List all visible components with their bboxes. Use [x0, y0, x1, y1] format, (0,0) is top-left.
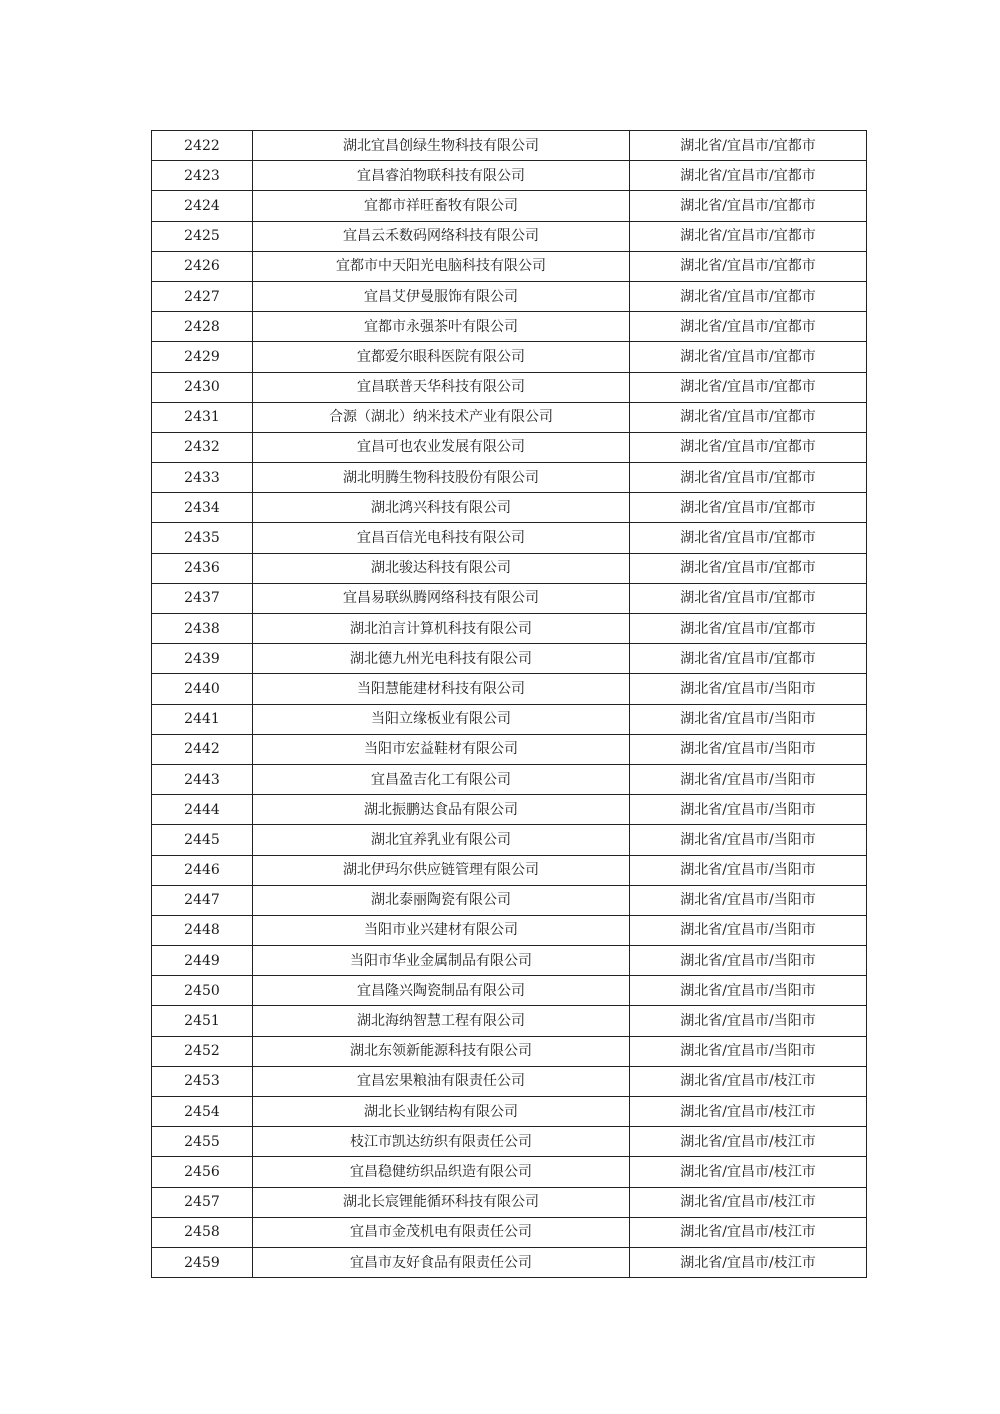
- table-row: [152, 1157, 867, 1187]
- region: 湖北省/宜昌市/当阳市: [630, 825, 867, 855]
- table-row: [152, 221, 867, 251]
- company-name: 湖北振鹏达食品有限公司: [253, 795, 630, 825]
- row-number: 2456: [152, 1157, 253, 1187]
- company-name: 合源（湖北）纳米技术产业有限公司: [253, 402, 630, 432]
- region: 湖北省/宜昌市/当阳市: [630, 734, 867, 764]
- table-row: [152, 342, 867, 372]
- table-row: [152, 432, 867, 462]
- company-name: 宜昌宏果粮油有限责任公司: [253, 1066, 630, 1096]
- company-name: 宜都市祥旺畜牧有限公司: [253, 191, 630, 221]
- table-row: [152, 583, 867, 613]
- row-number: 2427: [152, 281, 253, 311]
- table-row: [152, 1217, 867, 1247]
- company-name: 当阳市华业金属制品有限公司: [253, 946, 630, 976]
- company-name: 湖北宜昌创绿生物科技有限公司: [253, 131, 630, 161]
- company-name: 湖北宜养乳业有限公司: [253, 825, 630, 855]
- row-number: 2452: [152, 1036, 253, 1066]
- company-name: 当阳市宏益鞋材有限公司: [253, 734, 630, 764]
- table-row: [152, 281, 867, 311]
- row-number: 2450: [152, 976, 253, 1006]
- row-number: 2453: [152, 1066, 253, 1096]
- row-number: 2429: [152, 342, 253, 372]
- company-name: 湖北东领新能源科技有限公司: [253, 1036, 630, 1066]
- table-row: [152, 1036, 867, 1066]
- row-number: 2437: [152, 583, 253, 613]
- row-number: 2455: [152, 1127, 253, 1157]
- region: 湖北省/宜昌市/当阳市: [630, 764, 867, 794]
- row-number: 2458: [152, 1217, 253, 1247]
- region: 湖北省/宜昌市/当阳市: [630, 885, 867, 915]
- row-number: 2449: [152, 946, 253, 976]
- region: 湖北省/宜昌市/枝江市: [630, 1187, 867, 1217]
- row-number: 2425: [152, 221, 253, 251]
- row-number: 2440: [152, 674, 253, 704]
- company-name: 宜昌云禾数码网络科技有限公司: [253, 221, 630, 251]
- table-row: [152, 825, 867, 855]
- region: 湖北省/宜昌市/宜都市: [630, 432, 867, 462]
- region: 湖北省/宜昌市/宜都市: [630, 523, 867, 553]
- company-name: 宜都爱尔眼科医院有限公司: [253, 342, 630, 372]
- region: 湖北省/宜昌市/宜都市: [630, 161, 867, 191]
- table-row: [152, 191, 867, 221]
- table-row: [152, 885, 867, 915]
- region: 湖北省/宜昌市/宜都市: [630, 583, 867, 613]
- region: 湖北省/宜昌市/宜都市: [630, 644, 867, 674]
- table-row: [152, 402, 867, 432]
- table-row: [152, 644, 867, 674]
- company-name: 湖北鸿兴科技有限公司: [253, 493, 630, 523]
- region: 湖北省/宜昌市/宜都市: [630, 342, 867, 372]
- region: 湖北省/宜昌市/宜都市: [630, 372, 867, 402]
- table-row: [152, 795, 867, 825]
- table-row: [152, 1006, 867, 1036]
- row-number: 2441: [152, 704, 253, 734]
- region: 湖北省/宜昌市/宜都市: [630, 463, 867, 493]
- region: 湖北省/宜昌市/当阳市: [630, 704, 867, 734]
- table-row: [152, 493, 867, 523]
- company-name: 宜昌盈吉化工有限公司: [253, 764, 630, 794]
- company-name: 湖北长业钢结构有限公司: [253, 1097, 630, 1127]
- company-name: 宜昌联普天华科技有限公司: [253, 372, 630, 402]
- company-name: 湖北明腾生物科技股份有限公司: [253, 463, 630, 493]
- company-name: 当阳市业兴建材有限公司: [253, 915, 630, 945]
- row-number: 2424: [152, 191, 253, 221]
- region: 湖北省/宜昌市/宜都市: [630, 493, 867, 523]
- region: 湖北省/宜昌市/枝江市: [630, 1066, 867, 1096]
- table-row: [152, 674, 867, 704]
- region: 湖北省/宜昌市/当阳市: [630, 674, 867, 704]
- row-number: 2446: [152, 855, 253, 885]
- table-row: [152, 523, 867, 553]
- table-row: [152, 704, 867, 734]
- region: 湖北省/宜昌市/当阳市: [630, 1006, 867, 1036]
- table-row: [152, 976, 867, 1006]
- company-name: 枝江市凯达纺织有限责任公司: [253, 1127, 630, 1157]
- region: 湖北省/宜昌市/当阳市: [630, 976, 867, 1006]
- row-number: 2459: [152, 1247, 253, 1277]
- table-row: [152, 553, 867, 583]
- row-number: 2423: [152, 161, 253, 191]
- company-name: 宜昌市金茂机电有限责任公司: [253, 1217, 630, 1247]
- row-number: 2436: [152, 553, 253, 583]
- table-row: [152, 946, 867, 976]
- region: 湖北省/宜昌市/宜都市: [630, 281, 867, 311]
- row-number: 2443: [152, 764, 253, 794]
- region: 湖北省/宜昌市/当阳市: [630, 915, 867, 945]
- company-name: 湖北海纳智慧工程有限公司: [253, 1006, 630, 1036]
- row-number: 2433: [152, 463, 253, 493]
- region: 湖北省/宜昌市/枝江市: [630, 1127, 867, 1157]
- company-name: 宜都市永强茶叶有限公司: [253, 312, 630, 342]
- company-name: 宜昌隆兴陶瓷制品有限公司: [253, 976, 630, 1006]
- company-name: 宜昌睿泊物联科技有限公司: [253, 161, 630, 191]
- row-number: 2434: [152, 493, 253, 523]
- row-number: 2422: [152, 131, 253, 161]
- table-row: [152, 1127, 867, 1157]
- table-row: [152, 251, 867, 281]
- region: 湖北省/宜昌市/宜都市: [630, 312, 867, 342]
- company-name: 湖北德九州光电科技有限公司: [253, 644, 630, 674]
- row-number: 2431: [152, 402, 253, 432]
- row-number: 2444: [152, 795, 253, 825]
- row-number: 2447: [152, 885, 253, 915]
- company-name: 宜昌市友好食品有限责任公司: [253, 1247, 630, 1277]
- company-name: 湖北泰丽陶瓷有限公司: [253, 885, 630, 915]
- region: 湖北省/宜昌市/当阳市: [630, 1036, 867, 1066]
- company-name: 当阳立缘板业有限公司: [253, 704, 630, 734]
- table-row: [152, 614, 867, 644]
- table-row: [152, 372, 867, 402]
- row-number: 2445: [152, 825, 253, 855]
- company-name: 宜昌稳健纺织品织造有限公司: [253, 1157, 630, 1187]
- company-name: 宜昌可也农业发展有限公司: [253, 432, 630, 462]
- table-row: [152, 1097, 867, 1127]
- table-row: [152, 734, 867, 764]
- table-row: [152, 1066, 867, 1096]
- company-name: 湖北骏达科技有限公司: [253, 553, 630, 583]
- region: 湖北省/宜昌市/枝江市: [630, 1097, 867, 1127]
- company-name: 宜昌易联纵腾网络科技有限公司: [253, 583, 630, 613]
- region: 湖北省/宜昌市/宜都市: [630, 131, 867, 161]
- table-row: [152, 1247, 867, 1277]
- table-row: [152, 463, 867, 493]
- row-number: 2430: [152, 372, 253, 402]
- region: 湖北省/宜昌市/当阳市: [630, 795, 867, 825]
- table-row: [152, 855, 867, 885]
- row-number: 2432: [152, 432, 253, 462]
- table-row: [152, 312, 867, 342]
- company-name: 湖北伊玛尔供应链管理有限公司: [253, 855, 630, 885]
- region: 湖北省/宜昌市/枝江市: [630, 1247, 867, 1277]
- table-body: [152, 131, 867, 1278]
- company-name: 宜都市中天阳光电脑科技有限公司: [253, 251, 630, 281]
- table-row: [152, 131, 867, 161]
- region: 湖北省/宜昌市/宜都市: [630, 614, 867, 644]
- company-name: 宜昌艾伊曼服饰有限公司: [253, 281, 630, 311]
- region: 湖北省/宜昌市/当阳市: [630, 855, 867, 885]
- region: 湖北省/宜昌市/枝江市: [630, 1217, 867, 1247]
- row-number: 2454: [152, 1097, 253, 1127]
- company-name: 当阳慧能建材科技有限公司: [253, 674, 630, 704]
- row-number: 2442: [152, 734, 253, 764]
- row-number: 2439: [152, 644, 253, 674]
- table-row: [152, 764, 867, 794]
- region: 湖北省/宜昌市/宜都市: [630, 553, 867, 583]
- region: 湖北省/宜昌市/宜都市: [630, 221, 867, 251]
- region: 湖北省/宜昌市/枝江市: [630, 1157, 867, 1187]
- row-number: 2451: [152, 1006, 253, 1036]
- company-name: 湖北长宸锂能循环科技有限公司: [253, 1187, 630, 1217]
- table-row: [152, 1187, 867, 1217]
- row-number: 2448: [152, 915, 253, 945]
- region: 湖北省/宜昌市/宜都市: [630, 191, 867, 221]
- company-name: 宜昌百信光电科技有限公司: [253, 523, 630, 553]
- row-number: 2426: [152, 251, 253, 281]
- company-table: [151, 130, 867, 1278]
- table-row: [152, 915, 867, 945]
- row-number: 2428: [152, 312, 253, 342]
- company-name: 湖北泊言计算机科技有限公司: [253, 614, 630, 644]
- region: 湖北省/宜昌市/宜都市: [630, 402, 867, 432]
- region: 湖北省/宜昌市/当阳市: [630, 946, 867, 976]
- table-row: [152, 161, 867, 191]
- row-number: 2457: [152, 1187, 253, 1217]
- row-number: 2435: [152, 523, 253, 553]
- region: 湖北省/宜昌市/宜都市: [630, 251, 867, 281]
- row-number: 2438: [152, 614, 253, 644]
